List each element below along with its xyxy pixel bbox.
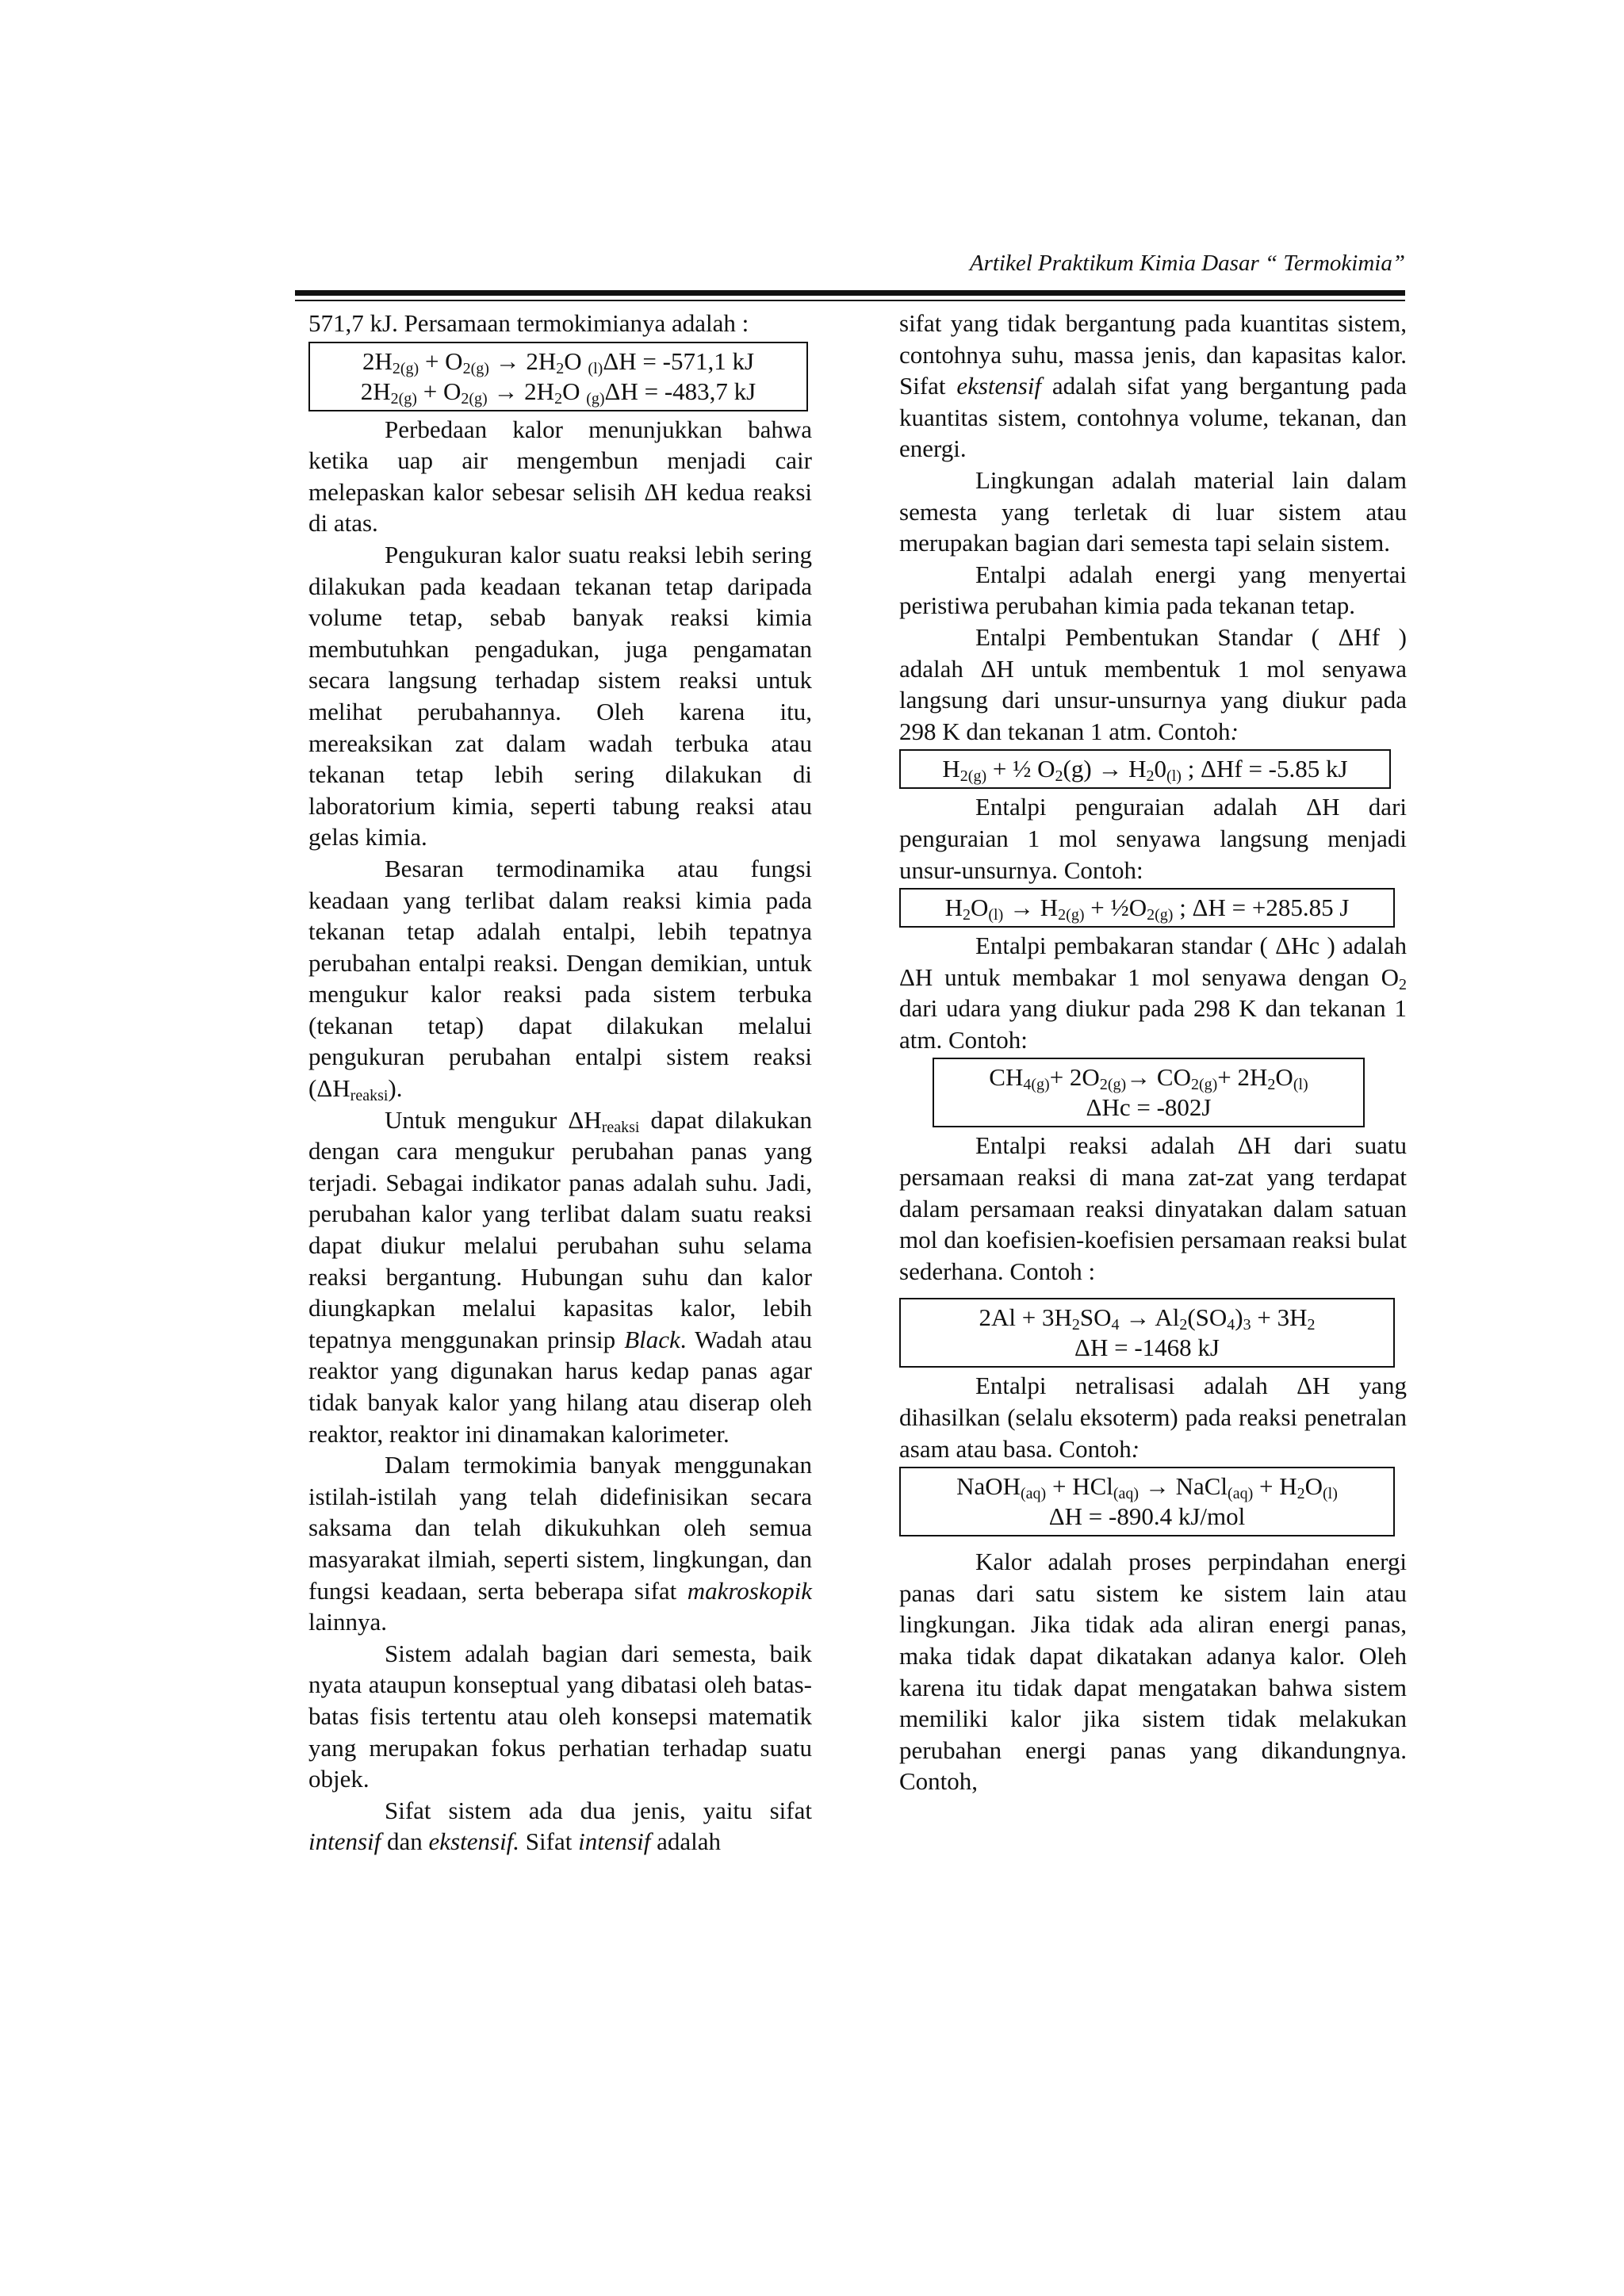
equation-box-combustion <box>933 1058 1365 1127</box>
paragraph: Entalpi Pembentukan Standar ( ΔHf ) adalah ΔH untuk membentuk 1 mol senyawa langsung dari unsur-unsurnya yang diukur pada 298 K dan tekanan 1 atm. Contoh: <box>899 622 1407 745</box>
paragraph: Pengukuran kalor suatu reaksi lebih sering dilakukan pada keadaan tekanan tetap daripada volume tetap, sebab banyak reaksi kimia membutuhkan pengadukan, juga pengamatan secara langsung terhadap sistem reaksi untuk melihat perubahannya. Oleh karena itu, mereaksikan zat dalam wadah terbuka atau tekanan tetap lebih sering dilakukan di laboratorium kimia, seperti tabung reaksi atau gelas kimia. <box>308 540 812 851</box>
equation-box-formation <box>899 749 1391 789</box>
equation-line: $CH_{4(g)}+ 2O_{2(g)}\to CO_{2(g)}+ 2H_2O_{(l)}$ <box>989 1063 1308 1094</box>
paragraph: Entalpi pembakaran standar ( ΔHc ) adalah ΔH untuk membakar 1 mol senyawa dengan $O_2$ dari udara yang diukur pada 298 K dan tekanan 1 atm. Contoh: <box>899 932 1407 1054</box>
equation-line: ΔH = -1468 kJ <box>1074 1334 1220 1362</box>
paragraph: Sistem adalah bagian dari semesta, baik nyata ataupun konseptual yang dibatasi oleh batas-batas fisis tertentu atau oleh konsepsi matematik yang merupakan fokus perhatian terhadap suatu objek. <box>308 1639 812 1793</box>
paragraph: Lingkungan adalah material lain dalam semesta yang terletak di luar sistem atau merupakan bagian dari semesta tapi selain sistem. <box>899 465 1407 557</box>
paragraph: Entalpi penguraian adalah ΔH dari penguraian 1 mol senyawa langsung menjadi unsur-unsurnya. Contoh: <box>899 793 1407 884</box>
paragraph: Besaran termodinamika atau fungsi keadaan yang terlibat dalam reaksi kimia pada tekanan tetap adalah entalpi, lebih tepatnya perubahan entalpi reaksi. Dengan demikian, untuk mengukur kalor reaksi pada sistem terbuka (tekanan tetap) dapat dilakukan melalui pengukuran perubahan entalpi sistem reaksi $(\Delta H_{reaksi})$. <box>308 854 812 1105</box>
right-column <box>899 308 1407 1797</box>
paragraph: Entalpi netralisasi adalah ΔH yang dihasilkan (selalu eksoterm) pada reaksi penetralan asam atau basa. Contoh: <box>899 1372 1407 1463</box>
left-column <box>308 308 812 1858</box>
equation-line: NaOH$_{(aq)}$ + HCl$_{(aq)}$ → NaCl$_{(aq)}$ + $H_2O_{(l)}$ <box>956 1472 1338 1503</box>
paragraph: Entalpi adalah energi yang menyertai peristiwa perubahan kimia pada tekanan tetap. <box>899 560 1407 620</box>
header-rule-thin <box>295 300 1405 301</box>
equation-box-water <box>308 342 808 411</box>
header-rule-thick <box>295 290 1405 296</box>
equation-line: ΔHc = -802J <box>1086 1093 1212 1122</box>
paragraph: sifat yang tidak bergantung pada kuantitas sistem, contohnya suhu, massa jenis, dan kapasitas kalor. Sifat ekstensif adalah sifat yang bergantung pada kuantitas sistem, contohnya volume, tekanan, dan energi. <box>899 309 1407 463</box>
paragraph: Perbedaan kalor menunjukkan bahwa ketika uap air mengembun menjadi cair melepaskan kalor sebesar selisih ΔH kedua reaksi di atas. <box>308 415 812 538</box>
equation-line: $2Al + 3H_2SO_4 \to Al_2(SO_4)_3 + 3H_2$ <box>979 1303 1316 1334</box>
paragraph: Untuk mengukur $\Delta H_{reaksi}$ dapat dilakukan dengan cara mengukur perubahan panas yang terjadi. Sebagai indikator panas adalah suhu. Jadi, perubahan kalor yang terlibat dalam suatu reaksi dapat diukur melalui perubahan suhu selama reaksi bergantung. Hubungan suhu dan kalor diungkapkan melalui kapasitas kalor, lebih tepatnya menggunakan prinsip Black. Wadah atau reaktor yang digunakan harus kedap panas agar tidak banyak kalor yang hilang atau diserap oleh reaktor, reaktor ini dinamakan kalorimeter. <box>308 1105 812 1448</box>
equation-line: ΔH = -890.4 kJ/mol <box>1048 1502 1246 1531</box>
equation-box-decomposition <box>899 888 1395 928</box>
running-header: Artikel Praktikum Kimia Dasar “ Termokimia” <box>969 251 1405 276</box>
equation-line: $2H_{2(g)} + O_{2(g)} \to 2H_2O$ $_{(l)}$ΔH = -571,1 kJ <box>362 346 755 377</box>
paragraph: Sifat sistem ada dua jenis, yaitu sifat intensif dan ekstensif. Sifat intensif adalah <box>308 1796 812 1856</box>
paragraph: Kalor adalah proses perpindahan energi panas dari satu sistem ke sistem lain atau lingkungan. Jika tidak ada aliran energi panas, maka tidak dapat dikatakan adanya kalor. Oleh karena itu tidak dapat mengatakan bahwa sistem memiliki kalor jika sistem tidak melakukan perubahan energi panas yang dikandungnya. Contoh, <box>899 1548 1407 1796</box>
paragraph: Dalam termokimia banyak menggunakan istilah-istilah yang telah didefinisikan secara saksama dan telah dikukuhkan oleh semua masyarakat ilmiah, seperti sistem, lingkungan, dan fungsi keadaan, serta beberapa sifat makroskopik lainnya. <box>308 1451 812 1636</box>
equation-box-reaction <box>899 1298 1395 1368</box>
equation-line: $2H_{2(g)} + O_{2(g)} \to 2H_2O$ $_{(g)}$ΔH = -483,7 kJ <box>360 377 756 408</box>
paragraph: Entalpi reaksi adalah ΔH dari suatu persamaan reaksi di mana zat-zat yang terdapat dalam persamaan reaksi dinyatakan dalam satuan mol dan koefisien-koefisien persamaan reaksi bulat sederhana. Contoh : <box>899 1131 1407 1285</box>
equation-line: $H_{2(g)}$ + ½ $O_2(g) \to H_20_{(l)}$ ; ΔHf = -5.85 kJ <box>942 755 1348 786</box>
equation-line: $H_2O_{(l)} \to H_{2(g)}$ + $\frac{1}{2}O_{2(g)}$ ; ΔH = +285.85 J <box>944 894 1350 924</box>
intro-line: 571,7 kJ. Persamaan termokimianya adalah : <box>308 309 749 337</box>
equation-box-neutralization <box>899 1467 1395 1536</box>
